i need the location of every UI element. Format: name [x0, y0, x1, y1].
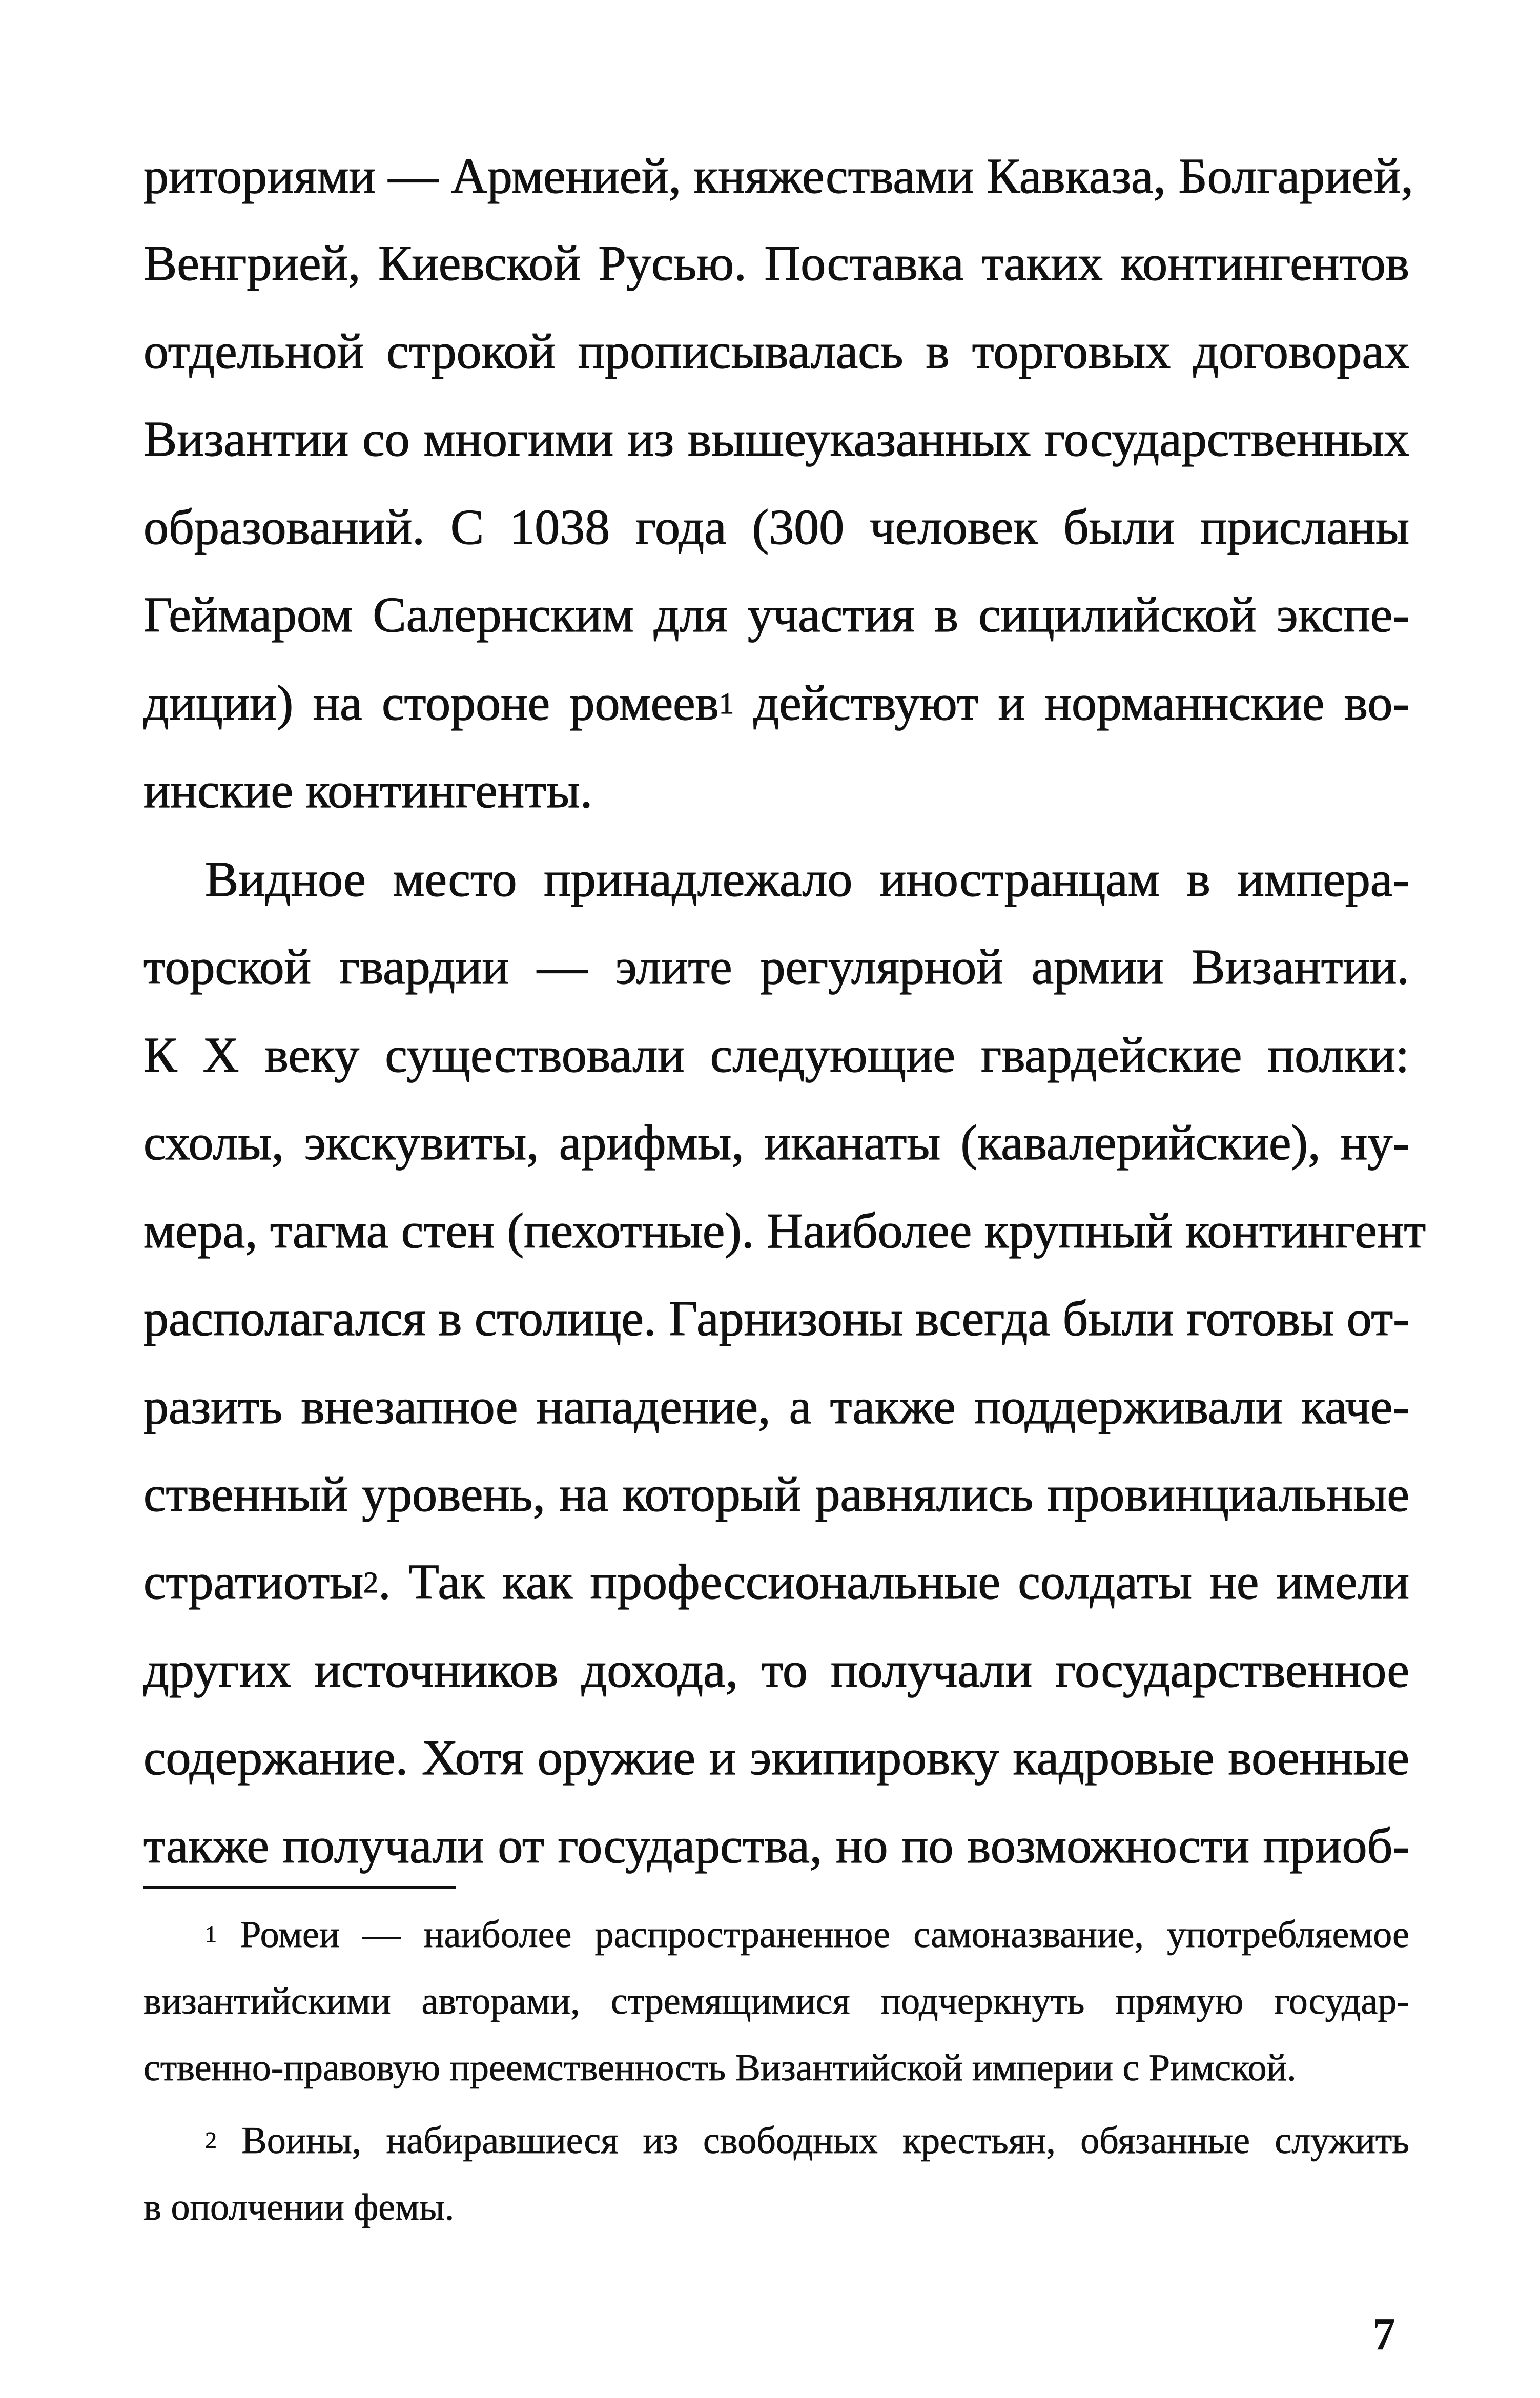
- footnote-separator: [143, 1886, 456, 1889]
- body-line: Видное место принадлежало иностранцам в импера-: [205, 852, 1409, 907]
- body-line: образований. С 1038 года (300 человек были присланы: [143, 500, 1409, 555]
- body-line: К X веку существовали следующие гвардейские полки:: [143, 1028, 1409, 1083]
- body-line: также получали от государства, но по возможности приоб-: [143, 1818, 1409, 1874]
- body-line: [143, 1554, 1409, 1610]
- body-line: Византии со многими из вышеуказанных государственных: [143, 412, 1409, 467]
- body-line: схолы, экскувиты, арифмы, иканаты (кавалерийские), ну-: [143, 1115, 1409, 1171]
- page-number: 7: [1372, 2309, 1395, 2360]
- body-line: содержание. Хотя оружие и экипировку кадровые военные: [143, 1730, 1409, 1786]
- body-line: риториями — Арменией, княжествами Кавказа, Болгарией,: [143, 149, 1413, 204]
- footnote-line: в ополчении фемы.: [143, 2186, 455, 2228]
- footnote-text: Ромеи — наиболее распространенное самоназвание, употребляемое: [217, 1914, 1409, 1956]
- footnote-line: византийскими авторами, стремящимися подчеркнуть прямую государ-: [143, 1980, 1409, 2022]
- body-line: мера, тагма стен (пехотные). Наиболее крупный контингент: [143, 1203, 1426, 1259]
- footnote-line: ственно-правовую преемственность Византийской империи с Римской.: [143, 2047, 1297, 2089]
- footnote-ref-2: 2: [363, 1566, 379, 1599]
- body-line: располагался в столице. Гарнизоны всегда были готовы от-: [143, 1291, 1410, 1346]
- body-line: разить внезапное нападение, а также поддерживали каче-: [143, 1379, 1409, 1434]
- body-line: отдельной строкой прописывалась в торговых договорах: [143, 324, 1409, 379]
- footnote-mark-1: 1: [205, 1921, 217, 1947]
- body-text: . Так как профессиональные солдаты не имели: [378, 1554, 1409, 1610]
- body-text: действуют и норманнские во-: [733, 675, 1409, 731]
- body-line: других источников дохода, то получали государственное: [143, 1643, 1409, 1698]
- footnote-line: [205, 1916, 1409, 1954]
- body-line: Венгрией, Киевской Русью. Поставка таких контингентов: [143, 236, 1409, 291]
- footnote-text: Воины, набиравшиеся из свободных крестьян, обязанные служить: [217, 2120, 1409, 2162]
- footnote-ref-1: 1: [718, 687, 734, 720]
- body-line: ственный уровень, на который равнялись провинциальные: [143, 1467, 1409, 1522]
- body-line: Геймаром Салернским для участия в сицилийской экспе-: [143, 587, 1409, 643]
- body-line: инские контингенты.: [143, 763, 593, 818]
- body-text: стратиоты: [143, 1554, 364, 1610]
- body-line: торской гвардии — элите регулярной армии Византии.: [143, 939, 1409, 995]
- footnote-line: [205, 2122, 1409, 2160]
- footnote-mark-2: 2: [205, 2127, 217, 2153]
- body-text: диции) на стороне ромеев: [143, 675, 719, 731]
- body-line: [143, 675, 1409, 731]
